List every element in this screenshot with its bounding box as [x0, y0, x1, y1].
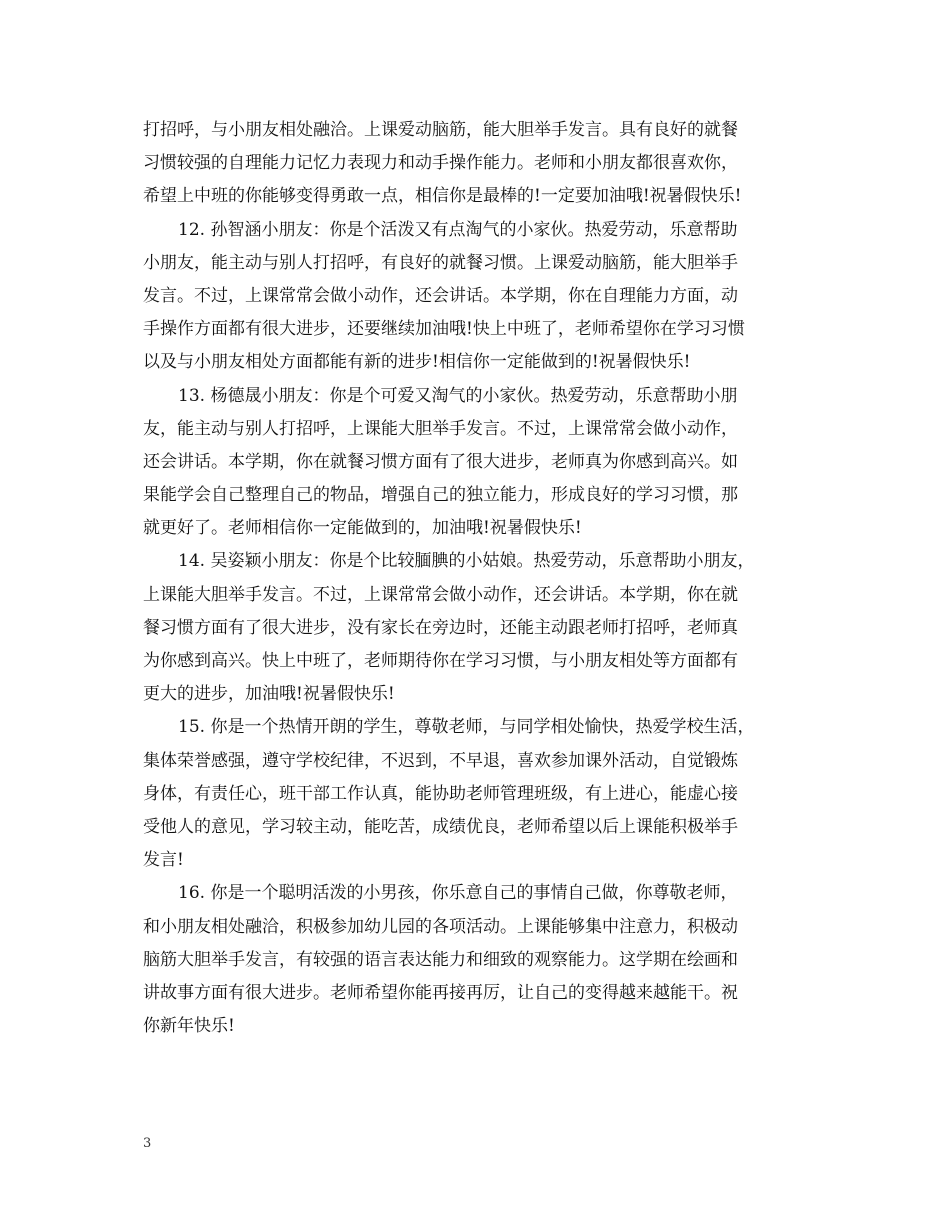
text-line: 12. 孙智涵小朋友：你是个活泼又有点淘气的小家伙。热爱劳动，乐意帮助 [178, 219, 738, 240]
text-line: 集体荣誉感强，遵守学校纪律，不迟到，不早退，喜欢参加课外活动，自觉锻炼 [143, 750, 738, 771]
text-line: 友，能主动与别人打招呼，上课能大胆举手发言。不过，上课常常会做小动作， [143, 418, 738, 439]
text-line: 以及与小朋友相处方面都能有新的进步!相信你一定能做到的!祝暑假快乐! [143, 352, 691, 373]
text-line: 为你感到高兴。快上中班了，老师期待你在学习习惯，与小朋友相处等方面都有 [143, 651, 738, 671]
text-line: 16. 你是一个聪明活泼的小男孩，你乐意自己的事情自己做，你尊敬老师， [178, 883, 738, 904]
document-body [143, 114, 823, 1043]
text-line: 身体，有责任心，班干部工作认真，能协助老师管理班级，有上进心，能虚心接 [143, 783, 738, 804]
text-line: 小朋友，能主动与别人打招呼，有良好的就餐习惯。上课爱动脑筋，能大胆举手 [143, 252, 738, 273]
text-line: 讲故事方面有很大进步。老师希望你能再接再厉，让自己的变得越来越能干。祝 [143, 982, 738, 1003]
text-line: 打招呼，与小朋友相处融洽。上课爱动脑筋，能大胆举手发言。具有良好的就餐 [143, 120, 738, 140]
text-line: 14. 吴姿颖小朋友：你是个比较腼腆的小姑娘。热爱劳动，乐意帮助小朋友， [178, 551, 755, 572]
text-line: 餐习惯方面有了很大进步，没有家长在旁边时，还能主动跟老师打招呼，老师真 [143, 617, 738, 638]
text-line: 13. 杨德晟小朋友：你是个可爱又淘气的小家伙。热爱劳动，乐意帮助小朋 [178, 385, 738, 406]
text-line: 果能学会自己整理自己的物品，增强自己的独立能力，形成良好的学习习惯，那 [143, 485, 738, 506]
text-line: 上课能大胆举手发言。不过，上课常常会做小动作，还会讲话。本学期，你在就 [143, 584, 738, 605]
text-line: 就更好了。老师相信你一定能做到的，加油哦!祝暑假快乐! [143, 518, 582, 539]
text-line: 发言! [143, 850, 184, 871]
text-line: 更大的进步，加油哦!祝暑假快乐! [143, 684, 395, 705]
text-line: 发言。不过，上课常常会做小动作，还会讲话。本学期，你在自理能力方面，动 [143, 285, 738, 306]
text-line: 和小朋友相处融洽，积极参加幼儿园的各项活动。上课能够集中注意力，积极动 [143, 916, 738, 937]
text-line: 手操作方面都有很大进步，还要继续加油哦!快上中班了，老师希望你在学习习惯 [143, 319, 745, 340]
text-line: 还会讲话。本学期，你在就餐习惯方面有了很大进步，老师真为你感到高兴。如 [143, 451, 738, 472]
text-line: 希望上中班的你能够变得勇敢一点，相信你是最棒的!一定要加油哦!祝暑假快乐! [143, 186, 742, 207]
text-line: 脑筋大胆举手发言，有较强的语言表达能力和细致的观察能力。这学期在绘画和 [143, 949, 738, 970]
text-line: 习惯较强的自理能力记忆力表现力和动手操作能力。老师和小朋友都很喜欢你， [143, 153, 738, 174]
text-line: 受他人的意见，学习较主动，能吃苦，成绩优良，老师希望以后上课能积极举手 [143, 816, 738, 837]
text-line: 你新年快乐! [143, 1016, 235, 1037]
text-line: 15. 你是一个热情开朗的学生，尊敬老师，与同学相处愉快，热爱学校生活， [178, 717, 755, 738]
page-number: 3 [143, 1136, 152, 1151]
